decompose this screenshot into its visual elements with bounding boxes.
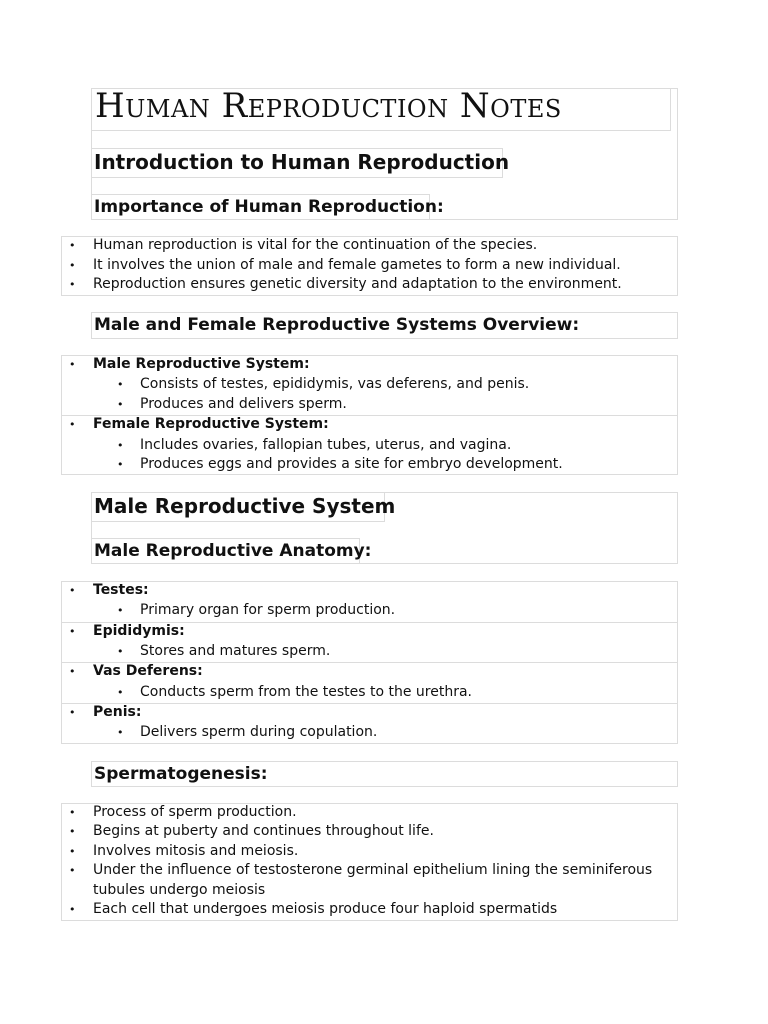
bullet-icon: • — [69, 278, 76, 291]
list-item: Human reproduction is vital for the continuation of the species. — [93, 237, 538, 253]
list-item-continuation: tubules undergo meiosis — [93, 882, 266, 898]
sub-bullet-icon: • — [117, 378, 124, 391]
sub-list-item: Conducts sperm from the testes to the urethra. — [140, 684, 473, 700]
list-item-label: Vas Deferens: — [93, 663, 203, 679]
sub-bullet-icon: • — [117, 726, 124, 739]
male-system-heading: Male Reproductive System — [94, 494, 396, 518]
bullet-icon: • — [69, 806, 76, 819]
sub-list-item: Produces eggs and provides a site for embryo development. — [140, 456, 563, 472]
sub-list-item: Stores and matures sperm. — [140, 643, 331, 659]
bullet-icon: • — [69, 706, 76, 719]
sub-list-item: Produces and delivers sperm. — [140, 396, 347, 412]
sub-list-item: Primary organ for sperm production. — [140, 602, 396, 618]
anatomy-heading: Male Reproductive Anatomy: — [94, 541, 372, 561]
list-item-label: Female Reproductive System: — [93, 416, 329, 432]
sub-bullet-icon: • — [117, 645, 124, 658]
bullet-icon: • — [69, 825, 76, 838]
bullet-icon: • — [69, 418, 76, 431]
list-item-label: Epididymis: — [93, 623, 185, 639]
sub-bullet-icon: • — [117, 458, 124, 471]
list-item: It involves the union of male and female gametes to form a new individual. — [93, 257, 621, 273]
sub-list-item: Consists of testes, epididymis, vas deferens, and penis. — [140, 376, 530, 392]
sub-bullet-icon: • — [117, 604, 124, 617]
bullet-icon: • — [69, 259, 76, 272]
bullet-icon: • — [69, 845, 76, 858]
list-item-label: Penis: — [93, 704, 142, 720]
list-item: Begins at puberty and continues throughout life. — [93, 823, 434, 839]
list-item-label: Testes: — [93, 582, 149, 598]
bullet-icon: • — [69, 358, 76, 371]
importance-heading: Importance of Human Reproduction: — [94, 197, 444, 217]
bullet-icon: • — [69, 864, 76, 877]
bullet-icon: • — [69, 625, 76, 638]
list-item-label: Male Reproductive System: — [93, 356, 310, 372]
list-item: Each cell that undergoes meiosis produce four haploid spermatids — [93, 901, 558, 917]
bullet-icon: • — [69, 665, 76, 678]
sub-bullet-icon: • — [117, 439, 124, 452]
bullet-icon: • — [69, 903, 76, 916]
bullet-icon: • — [69, 584, 76, 597]
list-item: Process of sperm production. — [93, 804, 297, 820]
sub-list-item: Delivers sperm during copulation. — [140, 724, 378, 740]
list-item: Involves mitosis and meiosis. — [93, 843, 299, 859]
list-item: Reproduction ensures genetic diversity and adaptation to the environment. — [93, 276, 622, 292]
list-item: Under the influence of testosterone germinal epithelium lining the seminiferous — [93, 862, 653, 878]
overview-heading: Male and Female Reproductive Systems Overview: — [94, 315, 580, 335]
sub-list-item: Includes ovaries, fallopian tubes, uterus, and vagina. — [140, 437, 512, 453]
page-title: Human Reproduction Notes — [95, 86, 562, 126]
spermatogenesis-heading: Spermatogenesis: — [94, 764, 268, 784]
anatomy-divider-3 — [61, 703, 678, 704]
intro-heading: Introduction to Human Reproduction — [94, 150, 510, 174]
bullet-icon: • — [69, 239, 76, 252]
sub-bullet-icon: • — [117, 686, 124, 699]
sub-bullet-icon: • — [117, 398, 124, 411]
